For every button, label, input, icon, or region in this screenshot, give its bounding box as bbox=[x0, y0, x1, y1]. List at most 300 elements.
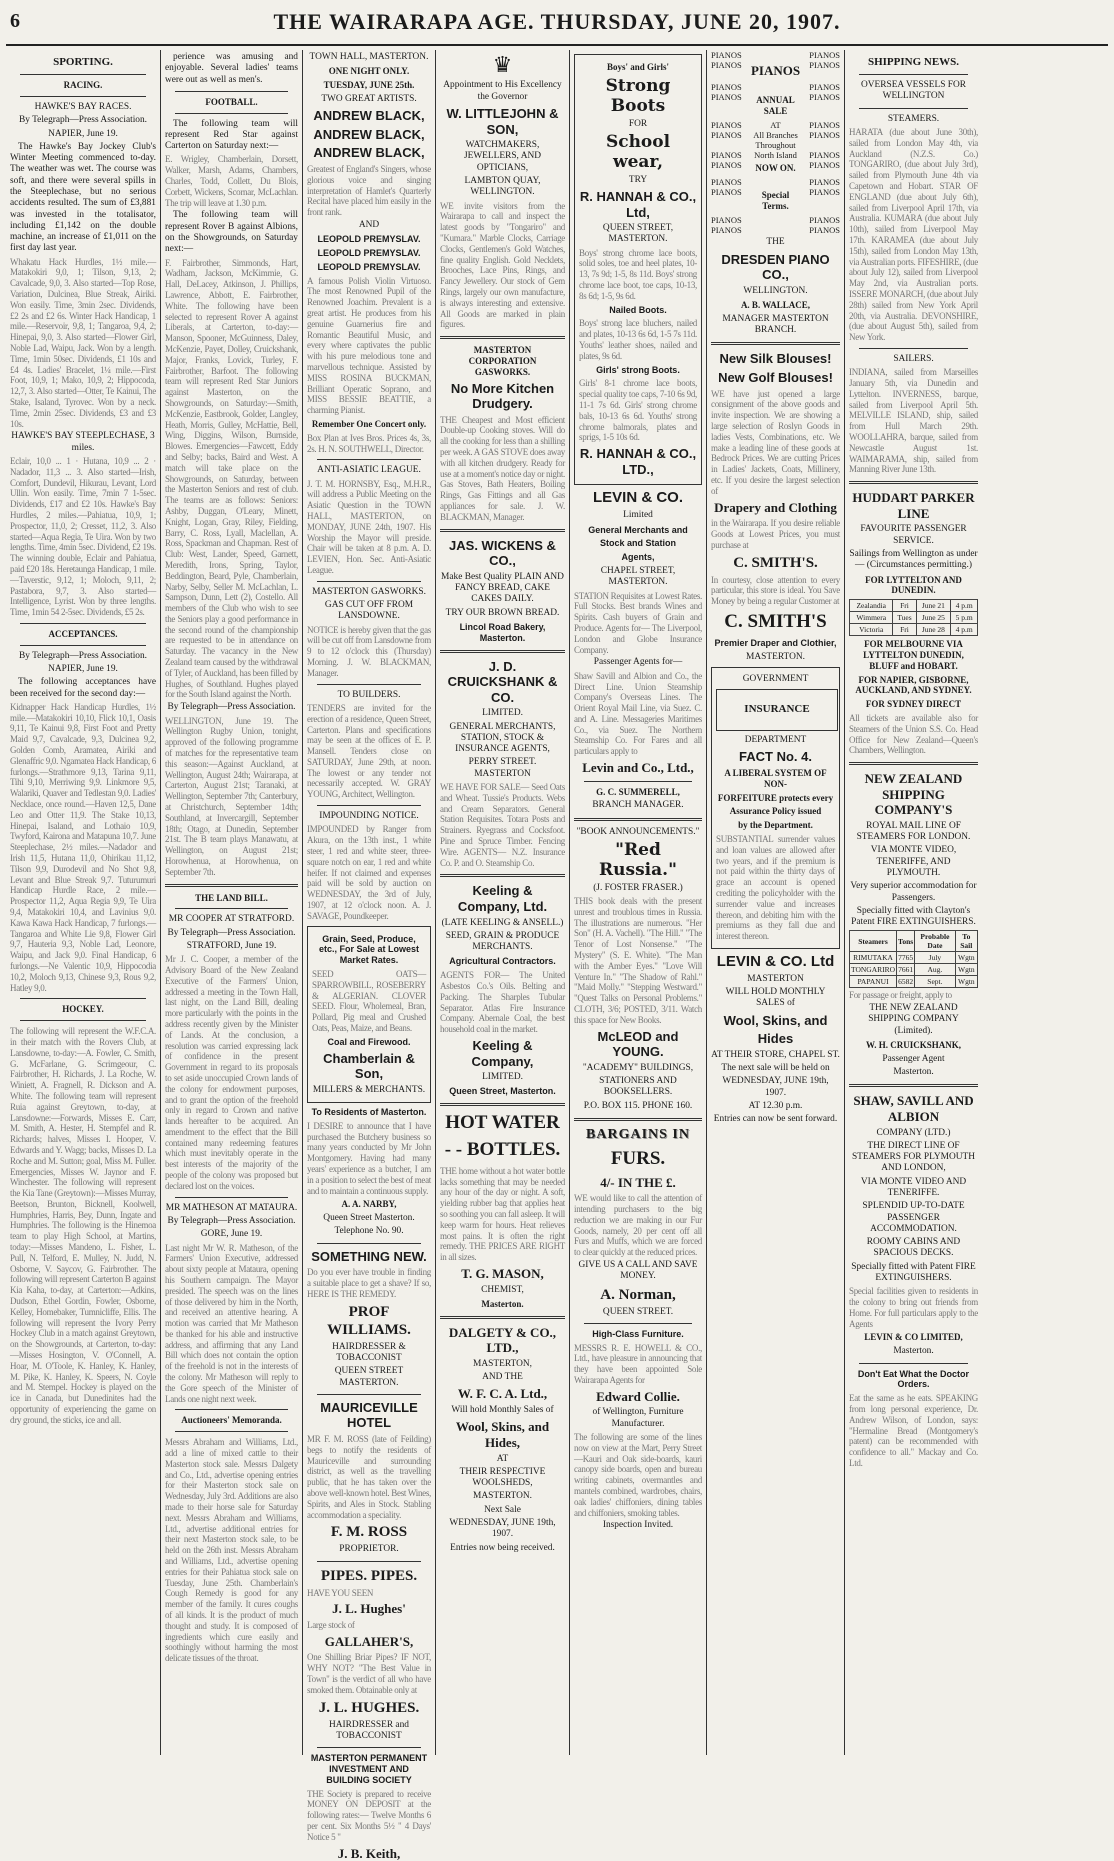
column-adverts-d bbox=[707, 50, 845, 1755]
advert-body-text: All tickets are available also for Steamers of the Union S.S. Co. Head Office for New Zealand—Queen's Chambers, Wellington. bbox=[849, 712, 978, 756]
advertiser-name: J. L. Hughes' bbox=[332, 1601, 406, 1617]
advert-body-text: Boys' strong lace bluchers, nailed and plates, 10-13 6s 6d, 1-5 7s 11d. Youths' leather shoes, nailed and plates, 9s 6d. bbox=[579, 318, 697, 361]
route-heading: FOR MELBOURNE VIA LYTTELTON DUNEDIN, BLUFF and HOBART. bbox=[863, 639, 964, 671]
divider bbox=[317, 459, 421, 460]
article-body-text: WELLINGTON, June 19. The Wellington Rugby Union, tonight, approved of the following programme of matches for the representative team this season:—Against Auckland, at Wellington, August 24th; Wairarapa, at Carterton, August 21st; Taranaki, at Wellington, September 7th; Canterbury, at Christchurch, September 14th; Southland, at Invercargill, September 18th; Otago, at Dunedin, September 21st. The B team plays Manawatu, at Wellington, on August 21st; Horowhenua, at Horowhenua, on September 7th. bbox=[165, 715, 298, 877]
divider bbox=[440, 650, 565, 653]
advertiser-address: QUEEN STREET, MASTERTON. bbox=[602, 223, 674, 245]
advert-body-text: THIS book deals with the present unrest and troublous times in Russia. The illustrations are numerous. "Her Son" (H. A. Vachell). "The Hill." "The Tenor of Lost Nonsense." "The Mystery" (S. E. White). "The Man with the Amber Eyes." "Love Will Venture In." "The Shadow of Rahl." "Maid Molly." "Stepping Westward." "Quest Talks on Personal Problems." CLOTH, 3/6; POSTED, 3/11. Watch this space for New Books. bbox=[574, 896, 702, 1025]
subheading-racing: RACING. bbox=[63, 80, 103, 91]
dateline: NAPIER, June 19. bbox=[48, 663, 118, 674]
advert-body-text: WE would like to call the attention of intending purchasers to the big reduction we are making in our Fur Goods, namely, 20 per cent off all Furs and Muffs, which we are forced to clear quickly at the reduced prices. bbox=[574, 1193, 702, 1258]
advertiser-trade: STATIONERS AND BOOKSELLERS. bbox=[599, 1076, 677, 1098]
advert-heading: SOMETHING NEW. bbox=[311, 1248, 427, 1264]
divider bbox=[859, 108, 968, 109]
page-columns bbox=[6, 50, 1108, 1861]
advertiser-address: MASTERTON, bbox=[473, 1358, 532, 1369]
advert-line: AND THE bbox=[482, 1372, 523, 1383]
advert-headline: Strong Boots bbox=[605, 75, 671, 117]
advert-line: ROYAL MAIL LINE OF STEAMERS FOR LONDON. bbox=[856, 820, 971, 843]
book-author: (J. FOSTER FRASER.) bbox=[593, 882, 683, 893]
divider bbox=[165, 884, 298, 887]
column-sporting bbox=[6, 50, 161, 1755]
pianos-repeat: PIANOS bbox=[809, 187, 840, 198]
advertiser-name: Edward Collie. bbox=[596, 1388, 680, 1404]
advert-body-text: THE Society is prepared to receive MONEY ON DEPOSIT at the following rates:— Twelve Months 6 per cent. Six Months 5½ " 4 Days' Notice 5 " bbox=[307, 1788, 431, 1842]
article-paragraph: perience was amusing and enjoyable. Several ladies' teams were out as well as men's. bbox=[165, 52, 298, 85]
advertiser-trade: General Merchants and bbox=[588, 524, 688, 535]
pianos-repeat: PIANOS bbox=[809, 60, 840, 71]
performer-name: LEOPOLD PREMYSLAV. bbox=[317, 234, 421, 245]
article-body-text: E. Wrigley, Chamberlain, Dorsett, Walker, Marsh, Adams, Chambers, Charles, Todd, Collett, Du Blois, Corbett, Wickens, Scornar, McLachlan. The trip will leave at 1.30 p.m. bbox=[165, 154, 298, 208]
divider bbox=[440, 874, 565, 877]
advert-price: 4/- IN THE £. bbox=[600, 1174, 676, 1190]
dateline: STRATFORD, June 19. bbox=[186, 940, 277, 951]
divider bbox=[20, 645, 146, 646]
advertiser-name: McLEOD and YOUNG. bbox=[597, 1028, 679, 1060]
advert-subheading: Nailed Boots. bbox=[609, 304, 667, 315]
pianos-advert-grid bbox=[711, 50, 840, 235]
advert-body-text: STATION Requisites at Lowest Rates. Full Stocks. Best brands Wines and Spirits. Cash buyers of Grain and Produce. Agents for— The Liverpool, London and Globe Insurance Company. bbox=[574, 590, 703, 655]
advertiser-trade: GENERAL MERCHANTS, STATION, STOCK & INSURANCE AGENTS, bbox=[449, 721, 556, 755]
advertiser-status: LIMITED. bbox=[482, 708, 523, 719]
advert-line: Inspection Invited. bbox=[602, 1520, 674, 1531]
divider bbox=[317, 581, 421, 582]
advert-line: The next sale will be held on bbox=[721, 1063, 830, 1074]
pianos-repeat: PIANOS bbox=[711, 91, 742, 102]
divider bbox=[175, 1409, 288, 1410]
advert-heading: High-Class Furniture. bbox=[592, 1328, 684, 1339]
advertiser-name: DALGETY & CO., LTD., bbox=[448, 1324, 557, 1356]
advert-headline: New Golf Blouses! bbox=[718, 369, 833, 385]
advertiser-address: "ACADEMY" BUILDINGS, bbox=[582, 1062, 694, 1073]
advert-heading: PIPES. PIPES. bbox=[320, 1567, 418, 1584]
divider bbox=[317, 1561, 421, 1562]
byline: By Telegraph—Press Association. bbox=[167, 927, 296, 938]
article-body-text: Messrs Abraham and Williams, Ltd., add a line of mixed cattle to their Masterton stock sale. Messrs Dalgety and Co., Ltd., advertise opening entries for their Masterton stock sale on Wednesday, July 3rd. Additions are also made to their horse sale for Saturday next. Messrs Abraham and Williams, Ltd., advertise additional entries for their next Masterton stock sale, to be held on the 26th inst. Messrs Abraham and Williams, Ltd., advertise opening entries for their Pahiatua stock sale on Tuesday, June 25th. Chamberlain's Cough Remedy is good for any member of the family. It cures coughs of all kinds. It is the product of much thought and study. It is composed of ingredients which cure easily and soothingly without harming the most delicate tissues of the throat. bbox=[165, 1437, 298, 1664]
advert-headline: Hides bbox=[757, 1031, 794, 1047]
pianos-repeat: PIANOS bbox=[711, 214, 742, 225]
advert-body-text: WE invite visitors from the Wairarapa to call and inspect the latest goods by "Tongariro" and "Kumara." Marble Clocks, Carriage Clocks, Gentlemen's Gold Watches, fine quality English. Gold Necklets, Brooches, Lace Pins, Rings, and Fancy Jewellery. Our stock of Gem Rings, largely our own manufacture, is always interesting and extensive. All Goods are marked in plain figures. bbox=[440, 200, 565, 330]
pianos-spacer bbox=[751, 215, 800, 225]
divider bbox=[440, 1316, 565, 1319]
advert-line: VIA MONTE VIDEO AND TENERIFFE. bbox=[860, 1176, 967, 1198]
article-body-text: F. Fairbrother, Simmonds, Hart, Wadham, Jackson, McKimmie, G. Hall, DeLacey, Atkinson, J. Phillips, Lawrence, Abbott, E. Fairbrother, White. The following have been selected to represent Rover A against Liberals, at Carterton, to-day:—Manson, Spooner, McGuinness, Daley, McKenzie, Payet, Dolley, Cruickshank, Major, Franks, Lovick, Turley, F. Fairbrother, Barfoot. The following team will represent Red Star Juniors against Masterton, on the Showgrounds, on Saturday:—Smith, McKenzie, Eastbrook, Golder, Langley, Heath, Morris, Gulley, McHattie, Bell, Wing, Diggins, Wilson, Burnside, Blowes. Emergencies—Fawcett, Eddy and Selby; backs, Baird and West. A match will take place on the Showgrounds, on Saturday, between the Masterton Seniors and rest of club. The teams are as follows: Seniors: Ashby, Duggan, O'Leary, Minett, Knight, Logan, Gray, Riley, Fielding, Barry, C. Ross, Lyall, Maclellan, A. Ross, Spackman and Chapman. Rest of Club: West, Lander, Speed, Garnett, Meredith, Irons, Spring, Taylor, Beddington, Beard, Pyle, Chamberlain, Narby, Selby, Seller M. McLachlan, L. Sampson, Dunn, Lett (2), Costello. All members of the Club who wish to see the Seniors play a good performance in the second round of the championship are requested to be in attendance on Saturday. The vacancy in the New Zealand team caused by the withdrawal of Tyler, of Auckland, has been filled by Hughes, of Southland. Hughes played for the South Island against the North. bbox=[165, 257, 298, 700]
advertiser-name: Keeling & Company, bbox=[471, 1038, 534, 1069]
advert-subheading: Girls' strong Boots. bbox=[596, 364, 680, 375]
table-cell: June 21 bbox=[916, 600, 951, 612]
subheading-oversea: OVERSEA VESSELS FOR WELLINGTON bbox=[860, 80, 967, 102]
advert-body-text: TENDERS are invited for the erection of a residence, Queen Street, Carterton. Plans and specifications may be seen at the offices of E. P. Mansell. Tenders close on SATURDAY, June 29th, at noon. The lowest or any tender not necessarily accepted. W. GRAY YOUNG, Architect, Wellington. bbox=[307, 702, 431, 800]
table-cell: Fri bbox=[893, 624, 916, 636]
pianos-terms: Special Terms. bbox=[761, 190, 790, 212]
column-shipping bbox=[845, 50, 982, 1755]
table-cell: Tues bbox=[893, 612, 916, 624]
advert-line: Next Sale bbox=[484, 1504, 521, 1515]
advertiser-contact: P.O. BOX 115. PHONE 160. bbox=[583, 1100, 693, 1111]
advert-line: Entries now being received. bbox=[450, 1542, 555, 1553]
advertiser-name: THE NEW ZEALAND SHIPPING COMPANY (Limited). bbox=[868, 1003, 959, 1036]
advertiser-role: BRANCH MANAGER. bbox=[592, 800, 684, 811]
divider bbox=[317, 805, 421, 806]
table-cell: Wimmera bbox=[850, 612, 893, 624]
advert-date: WEDNESDAY, JUNE 19th, 1907. bbox=[722, 1076, 829, 1098]
advert-body-text: Boys' strong chrome lace boots, solid soles, toe and heel plates, 10-13, 7s 9d; 1-5, 8s 11d. Boys' strong chrome lace boot, toe caps, 10-13, 8s 6d; 1-5, 9s 6d. bbox=[579, 247, 697, 301]
divider bbox=[859, 348, 968, 349]
table-cell: Wgtn bbox=[955, 952, 977, 964]
advertiser-address: QUEEN STREET MASTERTON. bbox=[334, 1366, 404, 1388]
article-body-text: Mr J. C. Cooper, a member of the Advisory Board of the New Zealand Executive of the Farmers' Union, addressed a meeting in the Town Hall, last night, on the Land Bill, dealing more particularly with the points in the address recently given by the Minister of Lands. At the conclusion, a resolution was carried expressing lack of confidence in the present Government in regard to its proposals to set aside unoccupied Crown lands of the colony for endowment purposes, and to grant the option of the freehold only in regard to Crown and native lands hereafter to be acquired. An amendment to the effect that the Bill contained many redeeming features which must inevitably operate in the best interests of the majority of the people of the colony was proposed but declared lost on the voices. bbox=[165, 954, 298, 1191]
article-paragraph: The following acceptances have been received for the second day:— bbox=[10, 677, 156, 699]
divider bbox=[317, 684, 421, 685]
table-row bbox=[850, 931, 978, 952]
advert-body-text: J. T. M. HORNSBY, Esq., M.H.R., will address a Public Meeting on the Asiatic Question in the TOWN HALL, MASTERTON, on MONDAY, JUNE 24th, 1907. His Worship the Mayor will preside. Chair will be taken at 8 p.m. A. D. LEVIEN, Hon. Sec. Anti-Asiatic League. bbox=[307, 478, 431, 575]
agent-location: Masterton. bbox=[893, 1067, 934, 1078]
advertiser-name: DRESDEN PIANO CO., bbox=[721, 251, 830, 283]
subheading-steamers: STEAMERS. bbox=[887, 113, 940, 124]
advert-body-text: Shaw Savill and Albion and Co., the Direct Line. Union Steamship Company's Overseas Lines. The Orient Royal Mail Line, via Suez. C. and A. Line. Messageries Maritimes Co., via Suez. The Northern Steamship Co. For Fares and all particulars apply to bbox=[574, 670, 702, 757]
advert-body-text: THE home without a hot water bottle lacks something that may be needed any hour of the day or night. A soft, yielding rubber bag that applies heat so soothing you can fall asleep. It will keep warm for hours. Heat relieves most pains. It is often the right remedy. THE PRICES ARE RIGHT in all sizes. bbox=[440, 1165, 565, 1263]
article-paragraph: The following team will represent Red Star against Carterton on Saturday next:— bbox=[165, 118, 298, 152]
dateline: GORE, June 19. bbox=[200, 1229, 263, 1240]
advert-line: SPLENDID UP-TO-DATE PASSENGER ACCOMMODATION. bbox=[862, 1201, 965, 1234]
performer-name: LEOPOLD PREMYSLAV. bbox=[317, 248, 421, 258]
table-row bbox=[850, 612, 978, 624]
advert-line: ROOMY CABINS AND SPACIOUS DECKS. bbox=[866, 1237, 961, 1259]
advert-line: AT THEIR STORE, CHAPEL ST. bbox=[711, 1049, 840, 1060]
shipping-list-text: INDIANA, sailed from Marseilles January 5th, via Dunedin and Lyttelton. INVERNESS, barque, sailed from Liverpool April 5th. MELVILLE ISLAND, ship, sailed from Hull March 29th. WOOLLAHRA, barque, sailed from Newcastle August 1st. WAIMARAMA, ship, sailed from Manning River June 13th. bbox=[849, 367, 978, 475]
advert-body-text: Eat the same as he eats. SPEAKING from long personal experience, Dr. Andrew Wilson, of London, says: "Hermaline Bread (Montgomery's patent) can be recommended with confidence to all." Mackay and Co. Ltd. bbox=[849, 1393, 978, 1468]
divider bbox=[849, 762, 978, 765]
advert-line: Very superior accommodation for Passengers. bbox=[850, 881, 977, 903]
pianos-repeat: PIANOS bbox=[809, 160, 840, 171]
advert-line: FAVOURITE PASSENGER SERVICE. bbox=[860, 524, 967, 546]
table-cell: June 28 bbox=[916, 624, 951, 636]
advertiser-address: QUEEN STREET. bbox=[602, 1306, 674, 1317]
advertiser-name: J. L. HUGHES. bbox=[318, 1699, 420, 1716]
pianos-repeat: PIANOS bbox=[809, 81, 840, 92]
advert-subheading: GAS CUT OFF FROM LANSDOWNE. bbox=[324, 600, 414, 622]
advert-body-text: HAVE YOU SEEN bbox=[307, 1587, 374, 1598]
advert-heading: ANTI-ASIATIC LEAGUE. bbox=[317, 465, 421, 476]
table-row bbox=[850, 600, 978, 612]
table-cell: July bbox=[915, 952, 955, 964]
advert-line: FOR bbox=[628, 118, 648, 129]
advert-line: THE DIRECT LINE OF STEAMERS FOR PLYMOUTH AND LONDON, bbox=[851, 1140, 976, 1174]
article-body-text: Last night Mr W. R. Matheson, of the Farmers' Union Executive, addressed about sixty people at Mataura, opening his Southern campaign. The Mayor presided. The speech was on the lines of those delivered by him in the North, and received an attentive hearing. A motion was carried that Mr Matheson be thanked for his able and instructive address, and affirming that any Land Bill which does not contain the option of the freehold is not in the interests of the colony. Mr Matheson will reply to the Gore speech of the Minister of Lands one night next week. bbox=[165, 1242, 298, 1404]
pianos-line: All Branches Throughout bbox=[753, 129, 798, 150]
advert-heading: TOWN HALL, MASTERTON. bbox=[309, 52, 429, 62]
advert-headline: FURS. bbox=[610, 1147, 666, 1169]
pianos-repeat: PIANOS bbox=[809, 129, 840, 140]
advert-body-text: NOTICE is hereby given that the gas will be cut off from Lansdowne from 9 to 12 o'clock this (Thursday) Morning. J. W. BLACKMAN, Manager. bbox=[307, 624, 431, 678]
insurance-line: by the Department. bbox=[738, 820, 813, 831]
pianos-repeat: PIANOS bbox=[809, 225, 840, 236]
advert-callout: Remember One Concert only. bbox=[311, 418, 427, 429]
advert-line: WILL HOLD MONTHLY SALES of bbox=[725, 987, 826, 1009]
advertiser-name: W. LITTLEJOHN & SON, bbox=[446, 105, 559, 137]
divider bbox=[849, 481, 978, 484]
advertiser-trade: CHEMIST, bbox=[481, 1284, 524, 1295]
advertiser-trade: Premier Draper and Clothier, bbox=[714, 637, 837, 648]
advert-body-text: MESSRS R. E. HOWELL & CO., Ltd., have pleasure in announcing that they have been appointed Sole Wairarapa Agents for bbox=[574, 1342, 702, 1385]
pianos-repeat: PIANOS bbox=[809, 214, 840, 225]
insurance-body-text: SUBSTANTIAL surrender values and loan values are allowed after two years, and if the premium is not paid within the thirty days of grace an account is opened crediting the policyholder with the surrender value and increases thereon, and debiting him with the premiums as they fall due and interest thereon. bbox=[716, 833, 835, 942]
advert-subheading: Agricultural Contractors. bbox=[449, 956, 556, 967]
subheading-acceptances: ACCEPTANCES. bbox=[48, 628, 118, 639]
advert-line: Will hold Monthly Sales of bbox=[451, 1405, 554, 1416]
advert-body-text: In courtesy, close attention to every particular, this store is ideal. You Save Money by being a regular Customer at bbox=[711, 574, 840, 607]
table-cell: Aug. bbox=[915, 964, 955, 976]
advert-body-text: WE have just opened a large consignment of the above goods and invite inspection. We are showing a large selection of Roslyn Goods in ladies Vests, Combinations, etc. We make a leading line of these goods at Bedrock Prices. We are cutting Prices in Ladies' Jackets, Coats, Millinery, etc. If you desire the largest selection of bbox=[711, 388, 840, 496]
divider bbox=[849, 1084, 978, 1087]
advert-body-text: For passage or freight, apply to bbox=[849, 990, 952, 1001]
pianos-headline: PIANOS bbox=[750, 63, 801, 79]
advert-headline: Wool, Skins, and Hides, bbox=[455, 1419, 550, 1450]
shipping-list-text: HARATA (due about June 30th), sailed from London May 4th, via Auckland (N.Z.S. Co.) TONGARIRO, (due about July 3rd), sailed from Plymouth June 4th via Capetown and Hobart. STAR OF ENGLAND (due about July 6th), sailed from Liverpool April 17th, via Australia. KUMARA (due about July 10th), sailed from Liverpool May 17th. KARAMEA (due about July 15th), sailed from London May 13th, via Australian ports. FIFESHIRE, (due about July 12), sailed from Liverpool May 2nd, via Australian ports. ISSERE MONARCH, (due about July 28th) sailed from New York April 20th, via Australia. DEVONSHIRE, (due about August 5th), sailed from New York. bbox=[849, 127, 978, 343]
table-cell: June 25 bbox=[916, 612, 951, 624]
agent-location: Masterton. bbox=[893, 1346, 934, 1357]
table-cell: 4 p.m bbox=[951, 624, 978, 636]
advertiser-address: Queen Street Masterton. bbox=[323, 1213, 415, 1224]
advertiser-name: Levin and Co., Ltd., bbox=[582, 760, 694, 776]
subheading-hockey: HOCKEY. bbox=[62, 1004, 104, 1015]
performer-name: LEOPOLD PREMYSLAV. bbox=[317, 261, 421, 272]
advertiser-name: T. G. MASON, bbox=[461, 1266, 544, 1282]
advert-line: Sailings from Wellington as under — (Circumstances permitting.) bbox=[849, 548, 978, 571]
article-title: MR MATHESON AT MATAURA. bbox=[165, 1202, 298, 1213]
advert-body-text: Greatest of England's Singers, whose glorious voice and singing interpretation of Hamlet's Quarterly Recital have placed him easily in the front rank. bbox=[307, 163, 431, 218]
advert-headline: - - BOTTLES. bbox=[444, 1139, 561, 1161]
byline: By Telegraph—Press Association. bbox=[167, 1215, 296, 1226]
insurance-heading: GOVERNMENT bbox=[742, 673, 809, 684]
pianos-sale-line: ANNUAL SALE bbox=[756, 94, 795, 116]
advert-line: Entries can now be sent forward. bbox=[713, 1114, 838, 1125]
table-row bbox=[850, 624, 978, 636]
divider bbox=[175, 1197, 288, 1198]
advertiser-name: J. D. CRUICKSHANK & CO. bbox=[447, 658, 558, 705]
advertiser-name: G. C. SUMMERELL, bbox=[596, 786, 680, 797]
advertiser-address: MASTERTON. bbox=[746, 651, 805, 662]
table-header: Steamers bbox=[850, 931, 897, 952]
table-cell: RIMUTAKA bbox=[850, 952, 897, 964]
advert-line: THEIR RESPECTIVE WOOLSHEDS, bbox=[459, 1466, 546, 1489]
advert-time: AT 12.30 p.m. bbox=[748, 1101, 803, 1112]
advertiser-status: LIMITED. bbox=[482, 1072, 523, 1083]
advert-line: TRY OUR BROWN BREAD. bbox=[445, 607, 560, 618]
subheading-land-bill: THE LAND BILL. bbox=[195, 892, 268, 903]
divider bbox=[317, 1243, 421, 1244]
divider bbox=[574, 818, 702, 821]
subheading-football: FOOTBALL. bbox=[205, 96, 258, 107]
byline: By Telegraph—Press Association. bbox=[167, 702, 296, 713]
race-results: Eclair, 10,0 ... 1 · Hutana, 10,9 ... 2 · Nadador, 11,3 ... 3. Also started—Irish, Comfort, Dundevil, Hikurau, Levant, Lord Ullin. Won easily. Time, 7min 7 1-5sec. Dividends, £17 and £2 10s. Hawke's Bay Hurdles, 2 miles.—Pahiatua, 10,9, 1; Prospector, 11,0, 2; Cresset, 11,2, 3. Also started—Aqua Regia, Te Uira. Won by two lengths. Time, 4min 5sec. Dividend, £2 19s. The winning double, Eclair and Pahiatua, paid £20 18s. Heretaunga Handicap, 1 mile.—Taverstic, 9,12, 1; Moloch, 9,11, 2; Pastabora, 9,7, 3. Also started—Intelligence, Lyrist. Won by three lengths. Time, 1min 54 2-5sec. Dividends, £5 2s. bbox=[10, 455, 156, 618]
article-title: MR COOPER AT STRATFORD. bbox=[168, 914, 295, 925]
performer-name: ANDREW BLACK, bbox=[313, 108, 425, 124]
advert-body-text: IMPOUNDED by Ranger from Akura, on the 13th inst., 1 white steer, 1 red and white steer, three-square notch on ear, 1 red and white heifer. If not claimed and expenses paid will be sold by auction on WEDNESDAY, the 3rd of July, 1907, at 12 o'clock noon. A. J. SAVAGE, Poundkeeper. bbox=[307, 824, 431, 921]
advert-line: of Wellington, Furniture Manufacturer. bbox=[592, 1407, 684, 1429]
sailing-schedule-table bbox=[849, 599, 978, 636]
advert-heading: MASTERTON PERMANENT INVESTMENT AND BUILDING SOCIETY bbox=[310, 1753, 428, 1785]
table-row bbox=[850, 952, 978, 964]
advertiser-name: SHAW, SAVILL AND ALBION bbox=[853, 1093, 974, 1124]
pianos-now-on: NOW ON. bbox=[755, 163, 796, 174]
insurance-line: Assurance Policy issued bbox=[729, 806, 822, 817]
advert-heading: MASTERTON GASWORKS. bbox=[312, 586, 426, 597]
pianos-repeat-spacer bbox=[751, 50, 800, 60]
advert-box-grain bbox=[307, 926, 431, 1103]
advert-heading: Grain, Seed, Produce, etc., For Sale at Lowest Market Rates. bbox=[318, 933, 420, 966]
pianos-line: AT bbox=[770, 119, 781, 130]
advertiser-name: PROF WILLIAMS. bbox=[327, 1303, 411, 1338]
byline: By Telegraph—Press Association. bbox=[18, 115, 148, 126]
table-cell: TONGARIRO bbox=[851, 965, 896, 975]
pianos-repeat: PIANOS bbox=[711, 160, 742, 171]
agent-name: W. H. CRUICKSHANK, bbox=[866, 1040, 961, 1051]
table-row bbox=[850, 976, 978, 988]
pianos-spacer bbox=[751, 177, 800, 187]
advert-line: Passenger Agents for— bbox=[593, 657, 683, 668]
advertiser-address: Masterton. bbox=[481, 1298, 524, 1309]
advert-line: VIA MONTE VIDEO, TENERIFFE, AND PLYMOUTH. bbox=[870, 845, 957, 878]
advertiser-address: PERRY STREET. MASTERTON bbox=[468, 757, 537, 779]
advert-body-text: One Shilling Briar Pipes? IF NOT, WHY NOT? "The Best Value in Town" is the verdict of all who have smoked them. Obtainable only at bbox=[307, 1652, 431, 1695]
divider bbox=[440, 1103, 565, 1106]
advert-body-text: WE HAVE FOR SALE— Seed Oats and Wheat. Tussie's Products. Webs and Cream Separators. General Station Requisites. Totara Posts and Strainers. Ryegrass and Cocksfoot. Pine and Spruce Timber. Fencing Wire. AGENTS— N.Z. Insurance Co. P. and O. Steamship Co. bbox=[440, 782, 565, 868]
advertiser-trade: Stock and Station bbox=[599, 538, 676, 549]
advert-body-text: THE Cheapest and Most efficient Double-up Cooking stoves. Will do all the cooking for less than a shilling per week. A GAS STOVE does away with all kitchen drudgery. Ready for use at a moment's notice day or night. Gas Stoves, Bath Heaters, Boiling Rings, Gas Fittings and all Gas appliances for sale. J. W. BLACKMAN, Manager. bbox=[440, 414, 565, 522]
advert-heading: MAURICEVILLE HOTEL bbox=[320, 1399, 418, 1431]
divider bbox=[20, 96, 146, 97]
insurance-line: A LIBERAL SYSTEM OF NON- bbox=[724, 767, 827, 789]
advertiser-trade: SEED, GRAIN & PRODUCE MERCHANTS. bbox=[445, 930, 560, 953]
race-title: HAWKE'S BAY STEEPLECHASE, 3 miles. bbox=[11, 431, 155, 453]
page-number: 6 bbox=[10, 10, 20, 32]
advertiser-role: PROPRIETOR. bbox=[339, 1544, 399, 1555]
advert-body-text: I DESIRE to announce that I have purchased the Butchery business so many years conducted by Mr John Montgomery. Having had many years' experience as a butcher, I am in a position to select the best of meat and to maintain a continuous supply. bbox=[307, 1120, 431, 1196]
masthead bbox=[6, 0, 1108, 46]
dateline: NAPIER, June 19. bbox=[48, 128, 118, 139]
advertiser-status: Limited bbox=[623, 510, 653, 521]
advertiser-name: R. HANNAH & CO., Ltd, bbox=[579, 188, 697, 220]
pianos-line: North Island bbox=[754, 150, 797, 161]
advertiser-name: A. Norman, bbox=[600, 1286, 676, 1303]
advert-body-text: AGENTS FOR— The United Asbestos Co.'s Oils. Belting and Packing. The Sharples Tubular Separator. Atlas Fire Insurance Company. Abernale Coal, the best household coal in the market. bbox=[440, 970, 565, 1035]
subheading-sailers: SAILERS. bbox=[893, 353, 934, 364]
table-header: To Sail bbox=[955, 931, 977, 952]
advertiser-trade: WATCHMAKERS, JEWELLERS, AND OPTICIANS, bbox=[463, 140, 542, 173]
divider bbox=[584, 781, 692, 782]
pianos-repeat: PIANOS bbox=[711, 60, 742, 71]
table-cell: Zealandia bbox=[850, 600, 893, 612]
advert-line: Specially fitted with Clayton's Patent FIRE EXTINGUISHERS. bbox=[851, 905, 976, 928]
divider bbox=[20, 1020, 146, 1021]
advert-headline: School wear, bbox=[605, 131, 671, 173]
advert-date: TUESDAY, JUNE 25th. bbox=[323, 80, 415, 91]
advert-date: WEDNESDAY, JUNE 19th, 1907. bbox=[449, 1517, 556, 1540]
advert-body-text: A famous Polish Violin Virtuoso. The most Renowned Pupil of the Renowned Joachim. Prevalent is a great artist. He produces from his genuine Guarnerius fire and Romantic Beautiful Music, and every where captivates the public with his pure melodious tone and marvellous technique. Assisted by MISS ROSINA BUCKMAN, Brilliant Operatic Soprano, and MISS BESSIE BEATTIE, a charming Pianist. bbox=[307, 275, 431, 416]
insurance-line: FORFEITURE protects every bbox=[717, 792, 834, 803]
column-adverts-a bbox=[303, 50, 436, 1861]
article-body-text: Whakatu Hack Hurdles, 1½ mile.—Matakokiri 9,0, 1; Tilson, 9,13, 2; Cavalcade, 9,0, 3. Also started—Top Rose, Variation, Dulcinea, Blue Streak, Airiki. Won easily. Time, 3min 2sec. Dividends, £2 2s and £2 6s. Winter Hack Handicap, 1 mile.—Reservoir, 9,8, 1; Tangaroa, 9,4, 2; Hinepai, 9,0, 3. Also started—Flower Girl, Noble Lad, Waipu, Jack. Won by a length. Time, 1min 50sec. Dividends, £1 10s and £4 4s. Ladies' Bracelet, 1¼ mile.—First Foot, 10,9, 1; Mako, 10,9, 2; Hippocoda, 12,7, 3. Also started—Otter, Te Kainui, The Stake, Isaland, Tyrovec. Won by a neck. Time, 2min 25sec. Dividends, £3 and £3 10s. bbox=[10, 256, 156, 429]
advertiser-name: C. SMITH'S bbox=[724, 610, 827, 632]
advert-body-text: Large stock of bbox=[307, 1620, 355, 1631]
article-body-text: Kidnapper Hack Handicap Hurdles, 1½ mile.—Matakokiri 10,10, Flick 10,1, Oasis 9,11, Te Kainui 9,8, First Foot and Pretty Maid 9,7, Cavalcade, 9,3, Dulcinea 9,2, Golden Comb, Aramatea, Airiki and Glenaffric 9,0. Ngamatea Hack Handicap, 6 furlongs.—Strathmore 9,13, Tarina 9,11, Tihi 9,10, Merriwing 9,9. Linkmore 9,5, Walariki, Quaver and Tedlestan 9,0. Ladies' Necklace, once round.—Haven 12,5, Dane Leo and Otter 11,9. The Stake 10,13, Hinepai, Isaland, and Lothaio 10,9, Twyford, Kairona and Matapuna 10,7. June Steeplechase, 2½ miles.—Nadador and Irish 11,5, Hutana 11,0, Ohirikau 11,12, Tilson 9,9, Durodevil and No Shot 9,8, Levant and Blue Streak 9,7. Tuturumuri Handicap Hurdle Race, 2 mile.—Prospector 11,2, Aqua Regia 9,9, Te Uira 9,4, Matakokiri 10,4, and Lavinius 9,0. Kawa Kawa Hack Handicap, 7 furlongs.—Tangaroa and White Lie 9,8, Flower Girl 9,7, Hauteria 9,3, Noble Lad, Leonore, Waipu, and Jack 9,0. Final Handicap, 6 furlongs.—Ne Valentic 10,9, Hippocodia 10,2, Moloch 9,13, Chinese 9,3, Rous 9,2, Hatley 9,0. bbox=[10, 701, 156, 993]
divider bbox=[317, 1394, 421, 1395]
divider bbox=[20, 74, 146, 75]
advertiser-name: W. F. C. A. Ltd., bbox=[457, 1386, 548, 1402]
route-heading: FOR SYDNEY DIRECT bbox=[865, 699, 962, 710]
advertiser-address: WELLINGTON. bbox=[743, 285, 808, 296]
section-heading-shipping: SHIPPING NEWS. bbox=[867, 56, 960, 68]
table-cell: Wgtn bbox=[955, 964, 977, 976]
advert-line: MASTERTON. bbox=[473, 1491, 532, 1502]
divider bbox=[175, 1431, 288, 1432]
table-cell: Fri bbox=[893, 600, 916, 612]
advert-heading: Boys' and Girls' bbox=[606, 62, 669, 72]
insurance-seal-icon: INSURANCE bbox=[716, 689, 838, 731]
table-cell: PAPANUI bbox=[850, 976, 897, 988]
advert-body-text: Box Plan at Ives Bros. Prices 4s, 3s, 2s. H. N. SOUTHWELL, Director. bbox=[307, 432, 431, 454]
section-heading-sporting: SPORTING. bbox=[53, 56, 113, 68]
advertiser-name: R. HANNAH & CO., LTD., bbox=[579, 446, 697, 477]
pianos-spacer bbox=[751, 225, 800, 235]
pianos-repeat: PIANOS bbox=[711, 81, 742, 92]
advertiser-name: HUDDART PARKER LINE bbox=[852, 490, 975, 521]
pianos-repeat: PIANOS bbox=[711, 225, 742, 236]
advert-headline: BARGAINS IN bbox=[586, 1126, 690, 1142]
advert-box-boots bbox=[574, 54, 702, 485]
pianos-repeat: PIANOS bbox=[711, 119, 742, 130]
advert-heading: TO BUILDERS. bbox=[337, 689, 401, 700]
advert-line: AND bbox=[358, 219, 380, 230]
divider bbox=[584, 1323, 692, 1324]
performer-name: ANDREW BLACK, bbox=[313, 126, 425, 142]
divider bbox=[440, 336, 565, 339]
divider bbox=[175, 113, 288, 114]
advert-body-text: MR F. M. ROSS (late of Feilding) begs to notify the residents of Mauriceville and surrounding district, as well as the travelling public, that he has taken over the above well-known hotel. Best Wines, Spirits, and Ales in Stock. Stabling accommodation a speciality. bbox=[307, 1434, 431, 1520]
table-cell: 5 p.m bbox=[951, 612, 978, 624]
advert-headline: HOT WATER bbox=[445, 1112, 560, 1134]
advert-body-text: Special facilities given to residents in the colony to bring out friends from Home. For full particulars apply to the Agents bbox=[849, 1286, 978, 1329]
pianos-repeat: PIANOS bbox=[711, 129, 742, 140]
advertiser-former-name: (LATE KEELING & ANSELL.) bbox=[441, 917, 564, 928]
table-cell: Wgtn bbox=[955, 976, 977, 988]
agent-name: LEVIN & CO LIMITED, bbox=[864, 1332, 963, 1343]
pianos-repeat: PIANOS bbox=[711, 50, 742, 60]
advert-subheading: Coal and Firewood. bbox=[327, 1036, 411, 1047]
table-cell: 4 p.m bbox=[951, 600, 978, 612]
table-header: Probable Date bbox=[915, 931, 955, 952]
advert-body-text: Girls' 8-1 chrome lace boots, special quality toe caps, 7-10 6s 9d, 11-1 7s 6d. Girls' strong chrome bals, 10-13 6s 6d. Youths' strong chrome balmorals, plates and sprigs, 1-5 10s 6d. bbox=[579, 378, 697, 443]
divider bbox=[859, 74, 968, 75]
insurance-fact: FACT No. 4. bbox=[739, 749, 812, 765]
advert-heading: "BOOK ANNOUNCEMENTS." bbox=[576, 826, 700, 837]
advert-heading: MASTERTON CORPORATION GASWORKS. bbox=[468, 345, 537, 377]
advert-headline: Don't Eat What the Doctor Orders. bbox=[857, 1368, 970, 1390]
book-title: "Red Russia." bbox=[599, 840, 677, 881]
pianos-repeat: PIANOS bbox=[809, 50, 840, 60]
pianos-repeat: PIANOS bbox=[809, 150, 840, 161]
advert-line: TWO GREAT ARTISTS. bbox=[321, 93, 417, 104]
advert-heading: IMPOUNDING NOTICE. bbox=[319, 811, 419, 822]
pianos-repeat: PIANOS bbox=[711, 187, 742, 198]
advert-line: Make Best Quality PLAIN AND FANCY BREAD, CAKE CAKES DAILY. bbox=[441, 571, 564, 605]
steamer-schedule-table bbox=[849, 930, 978, 988]
table-cell: 7765 bbox=[898, 953, 914, 963]
byline: By Telegraph—Press Association. bbox=[18, 650, 148, 661]
advert-body-text: SEED OATS—SPARROWBILL, ROSEBERRY & ALGERIAN. CLOVER SEED. Flour, Wholemeal, Bran, Pollard, Pig meal and Crushed Oats, Peas, Maize, and Beans. bbox=[312, 968, 426, 1033]
